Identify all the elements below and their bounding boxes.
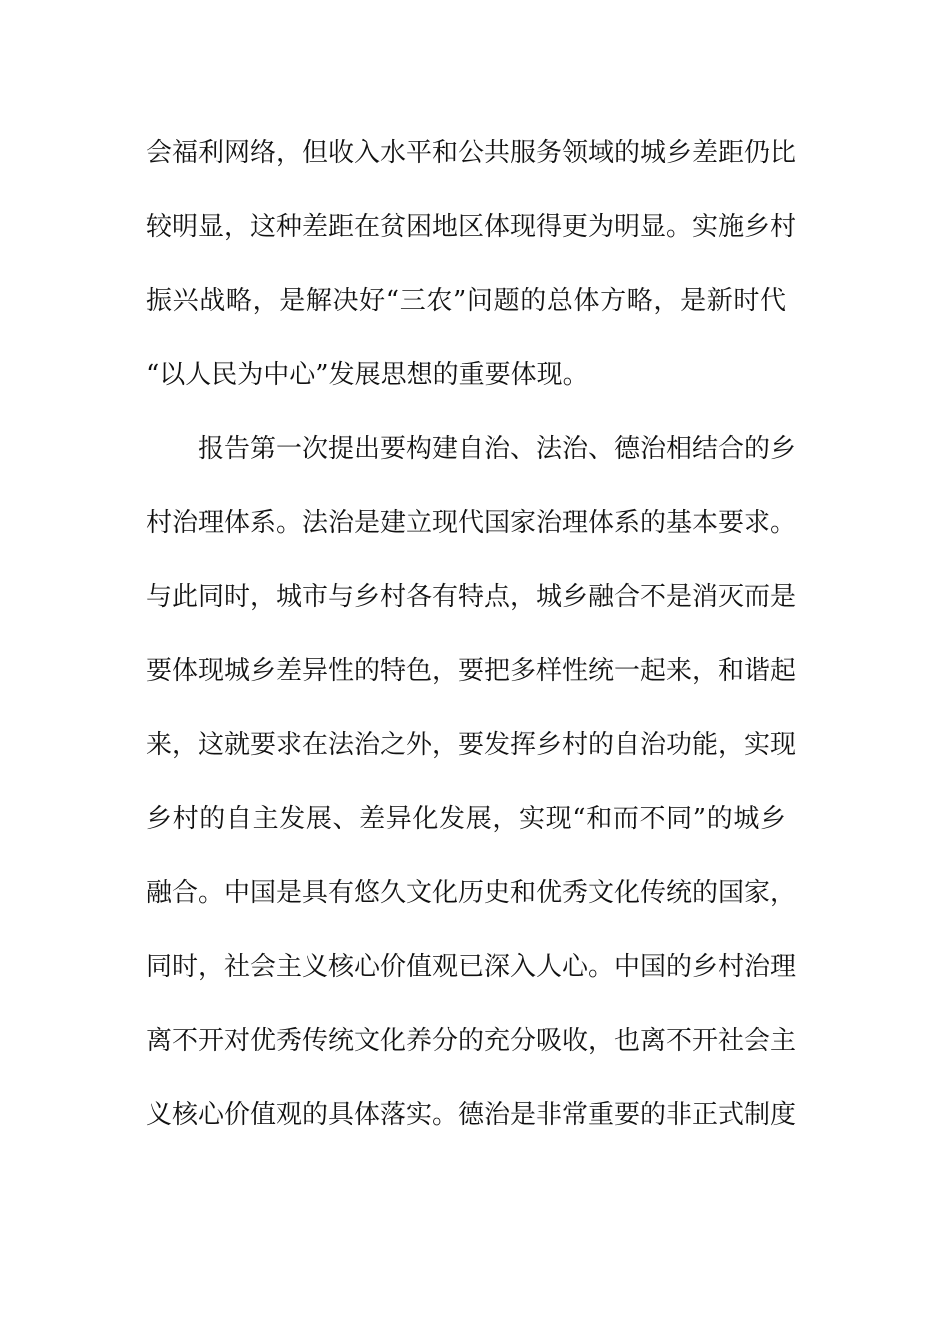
text-line: 会福利网络，但收入水平和公共服务领域的城乡差距仍比 — [146, 138, 797, 168]
text-line: “以人民为中心”发展思想的重要体现。 — [146, 360, 589, 390]
text-line: 义核心价值观的具体落实。德治是非常重要的非正式制度 — [146, 1100, 797, 1130]
text-line: 与此同时，城市与乡村各有特点，城乡融合不是消灭而是 — [146, 582, 797, 612]
text-line: 来，这就要求在法治之外，要发挥乡村的自治功能，实现 — [146, 730, 797, 760]
text-line: 要体现城乡差异性的特色，要把多样性统一起来，和谐起 — [146, 656, 797, 686]
text-line: 村治理体系。法治是建立现代国家治理体系的基本要求。 — [146, 508, 797, 538]
text-line: 振兴战略，是解决好“三农”问题的总体方略，是新时代 — [146, 286, 786, 316]
text-line: 融合。中国是具有悠久文化历史和优秀文化传统的国家， — [146, 878, 797, 908]
text-line: 离不开对优秀传统文化养分的充分吸收，也离不开社会主 — [146, 1026, 797, 1056]
text-line: 较明显，这种差距在贫困地区体现得更为明显。实施乡村 — [146, 212, 797, 242]
text-line: 乡村的自主发展、差异化发展，实现“和而不同”的城乡 — [146, 804, 786, 834]
text-line: 报告第一次提出要构建自治、法治、德治相结合的乡 — [198, 434, 797, 464]
text-line: 同时，社会主义核心价值观已深入人心。中国的乡村治理 — [146, 952, 797, 982]
